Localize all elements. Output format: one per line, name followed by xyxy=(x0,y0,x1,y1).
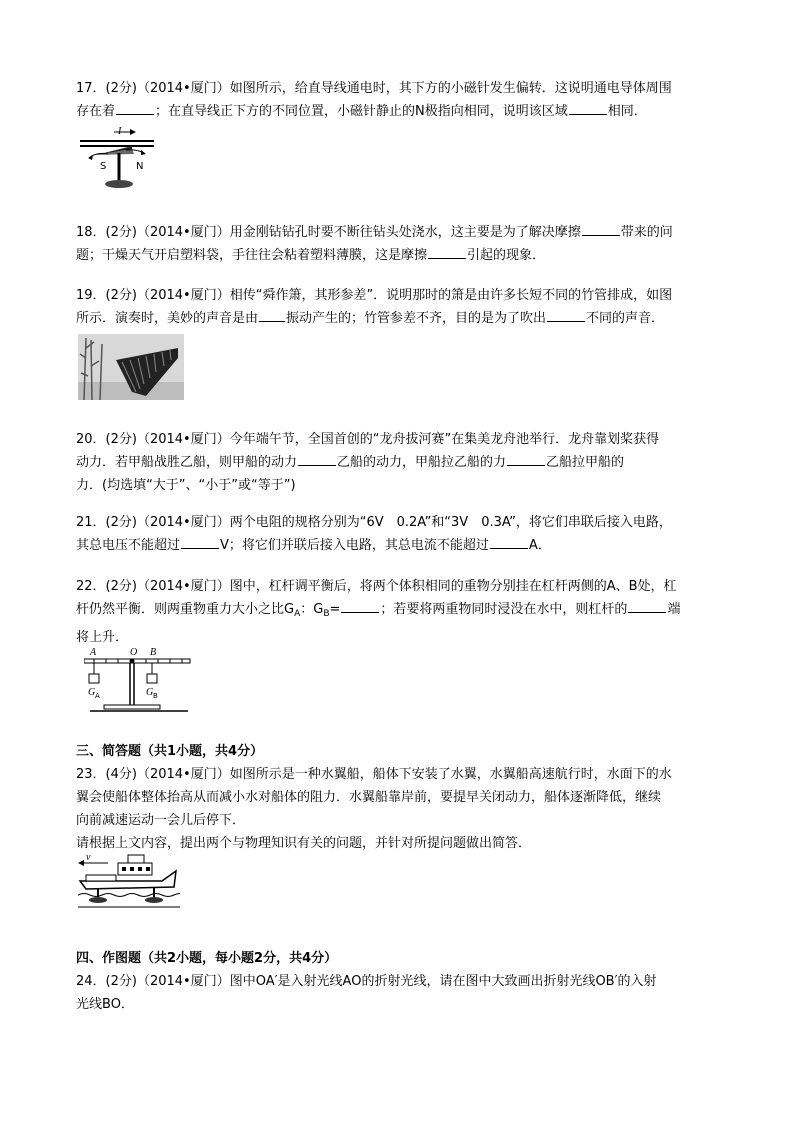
q21-line1: 21．(2分)（2014•厦门）两个电阻的规格分别为“6V 0.2A”和“3V 0.3A”，将它们串联后接入电路， xyxy=(76,515,672,530)
answer-blank xyxy=(582,222,620,236)
velocity-label: v xyxy=(86,852,91,863)
q19-line2: 所示．演奏时，美妙的声音是由 振动产生的；竹管参差不齐，目的是为了吹出 不同的声音． xyxy=(76,307,722,330)
section-3-heading: 三、简答题（共1小题，共4分） xyxy=(76,744,264,759)
answer-blank xyxy=(341,599,379,613)
answer-blank xyxy=(569,101,607,115)
q23-line3: 向前减速运动一会儿后停下． xyxy=(76,813,246,828)
question-22 xyxy=(76,575,722,649)
q23-line4: 请根据上文内容，提出两个与物理知识有关的问题，并针对所提问题做出简答． xyxy=(76,836,532,851)
q17-line1: 17．(2分)（2014•厦门）如图所示，给直导线通电时，其下方的小磁针发生偏转．这说明通电导体周围 xyxy=(76,81,672,96)
answer-blank xyxy=(547,308,585,322)
q23-line2: 翼会使船体整体抬高从而减小水对船体的阻力．水翼船靠岸前，要提早关闭动力，船体逐渐降低，继续 xyxy=(76,790,662,805)
question-23 xyxy=(76,763,722,855)
weight-a-label: G xyxy=(88,687,96,698)
question-21 xyxy=(76,511,722,557)
svg-text:A: A xyxy=(95,692,100,700)
question-20 xyxy=(76,428,722,497)
q22-line2: 杆仍然平衡．则两重物重力大小之比$G_A$：$G_B=$ ；若要将两重物同时浸没在水中，则杠杆的 端 xyxy=(76,598,722,626)
answer-blank xyxy=(298,452,336,466)
q21-line2: 其总电压不能超过 V；将它们并联后接入电路，其总电流不能超过 A． xyxy=(76,534,722,557)
weight-b-label: G xyxy=(146,687,154,698)
q24-line1: 24．(2分)（2014•厦门）图中OA′是入射光线AO的折射光线，请在图中大致画出折射光线OB′的入射 xyxy=(76,974,657,989)
question-17 xyxy=(76,77,722,123)
answer-blank xyxy=(490,535,528,549)
question-24 xyxy=(76,970,722,1016)
point-b-label: B xyxy=(150,647,157,658)
current-label: I xyxy=(118,126,122,137)
answer-blank xyxy=(428,245,466,259)
q19-line1: 19．(2分)（2014•厦门）相传“舜作箫，其形参差”．说明那时的箫是由许多长短不同的竹管排成，如图 xyxy=(76,288,673,303)
q22-line3: 将上升． xyxy=(76,630,129,645)
q24-line2: 光线BO． xyxy=(76,997,134,1012)
answer-blank xyxy=(116,101,154,115)
q20-line3: 力．(均选填“大于”、“小于”或“等于”) xyxy=(76,478,296,493)
svg-text:B: B xyxy=(153,692,158,700)
q22-line1: 22．(2分)（2014•厦门）图中，杠杆调平衡后，将两个体积相同的重物分别挂在杠杆两侧的A、B处，杠 xyxy=(76,579,677,594)
lever-figure xyxy=(84,644,194,714)
q20-line2: 动力．若甲船战胜乙船，则甲船的动力 乙船的动力，甲船拉乙船的力 乙船拉甲船的 xyxy=(76,451,722,474)
hydrofoil-figure xyxy=(78,851,180,911)
answer-blank xyxy=(259,308,285,322)
question-19 xyxy=(76,284,722,330)
q23-line1: 23．(4分)（2014•厦门）如图所示是一种水翼船，船体下安装了水翼，水翼船高速航行时，水面下的水 xyxy=(76,767,672,782)
question-18 xyxy=(76,221,722,267)
q18-line2: 题；干燥天气开启塑料袋，手往往会粘着塑料薄膜，这是摩擦 引起的现象． xyxy=(76,244,722,267)
q17-line2: 存在着 ；在直导线正下方的不同位置，小磁针静止的N极指向相同，说明该区域 相同． xyxy=(76,100,722,123)
answer-blank xyxy=(181,535,219,549)
north-pole-label: N xyxy=(136,161,144,172)
section-4-heading: 四、作图题（共2小题，每小题2分，共4分） xyxy=(76,951,338,966)
panpipe-figure xyxy=(78,334,184,400)
magnetic-needle-figure xyxy=(78,124,156,191)
answer-blank xyxy=(507,452,545,466)
point-a-label: A xyxy=(90,647,97,658)
answer-blank xyxy=(628,599,666,613)
south-pole-label: S xyxy=(100,161,107,172)
q18-line1: 18．(2分)（2014•厦门）用金刚钻钻孔时要不断往钻头处浇水，这主要是为了解决摩擦 带来的问 xyxy=(76,221,722,244)
pivot-o-label: O xyxy=(130,647,138,658)
q20-line1: 20．(2分)（2014•厦门）今年端午节，全国首创的“龙舟拔河赛”在集美龙舟池举行．龙舟靠划桨获得 xyxy=(76,432,660,447)
